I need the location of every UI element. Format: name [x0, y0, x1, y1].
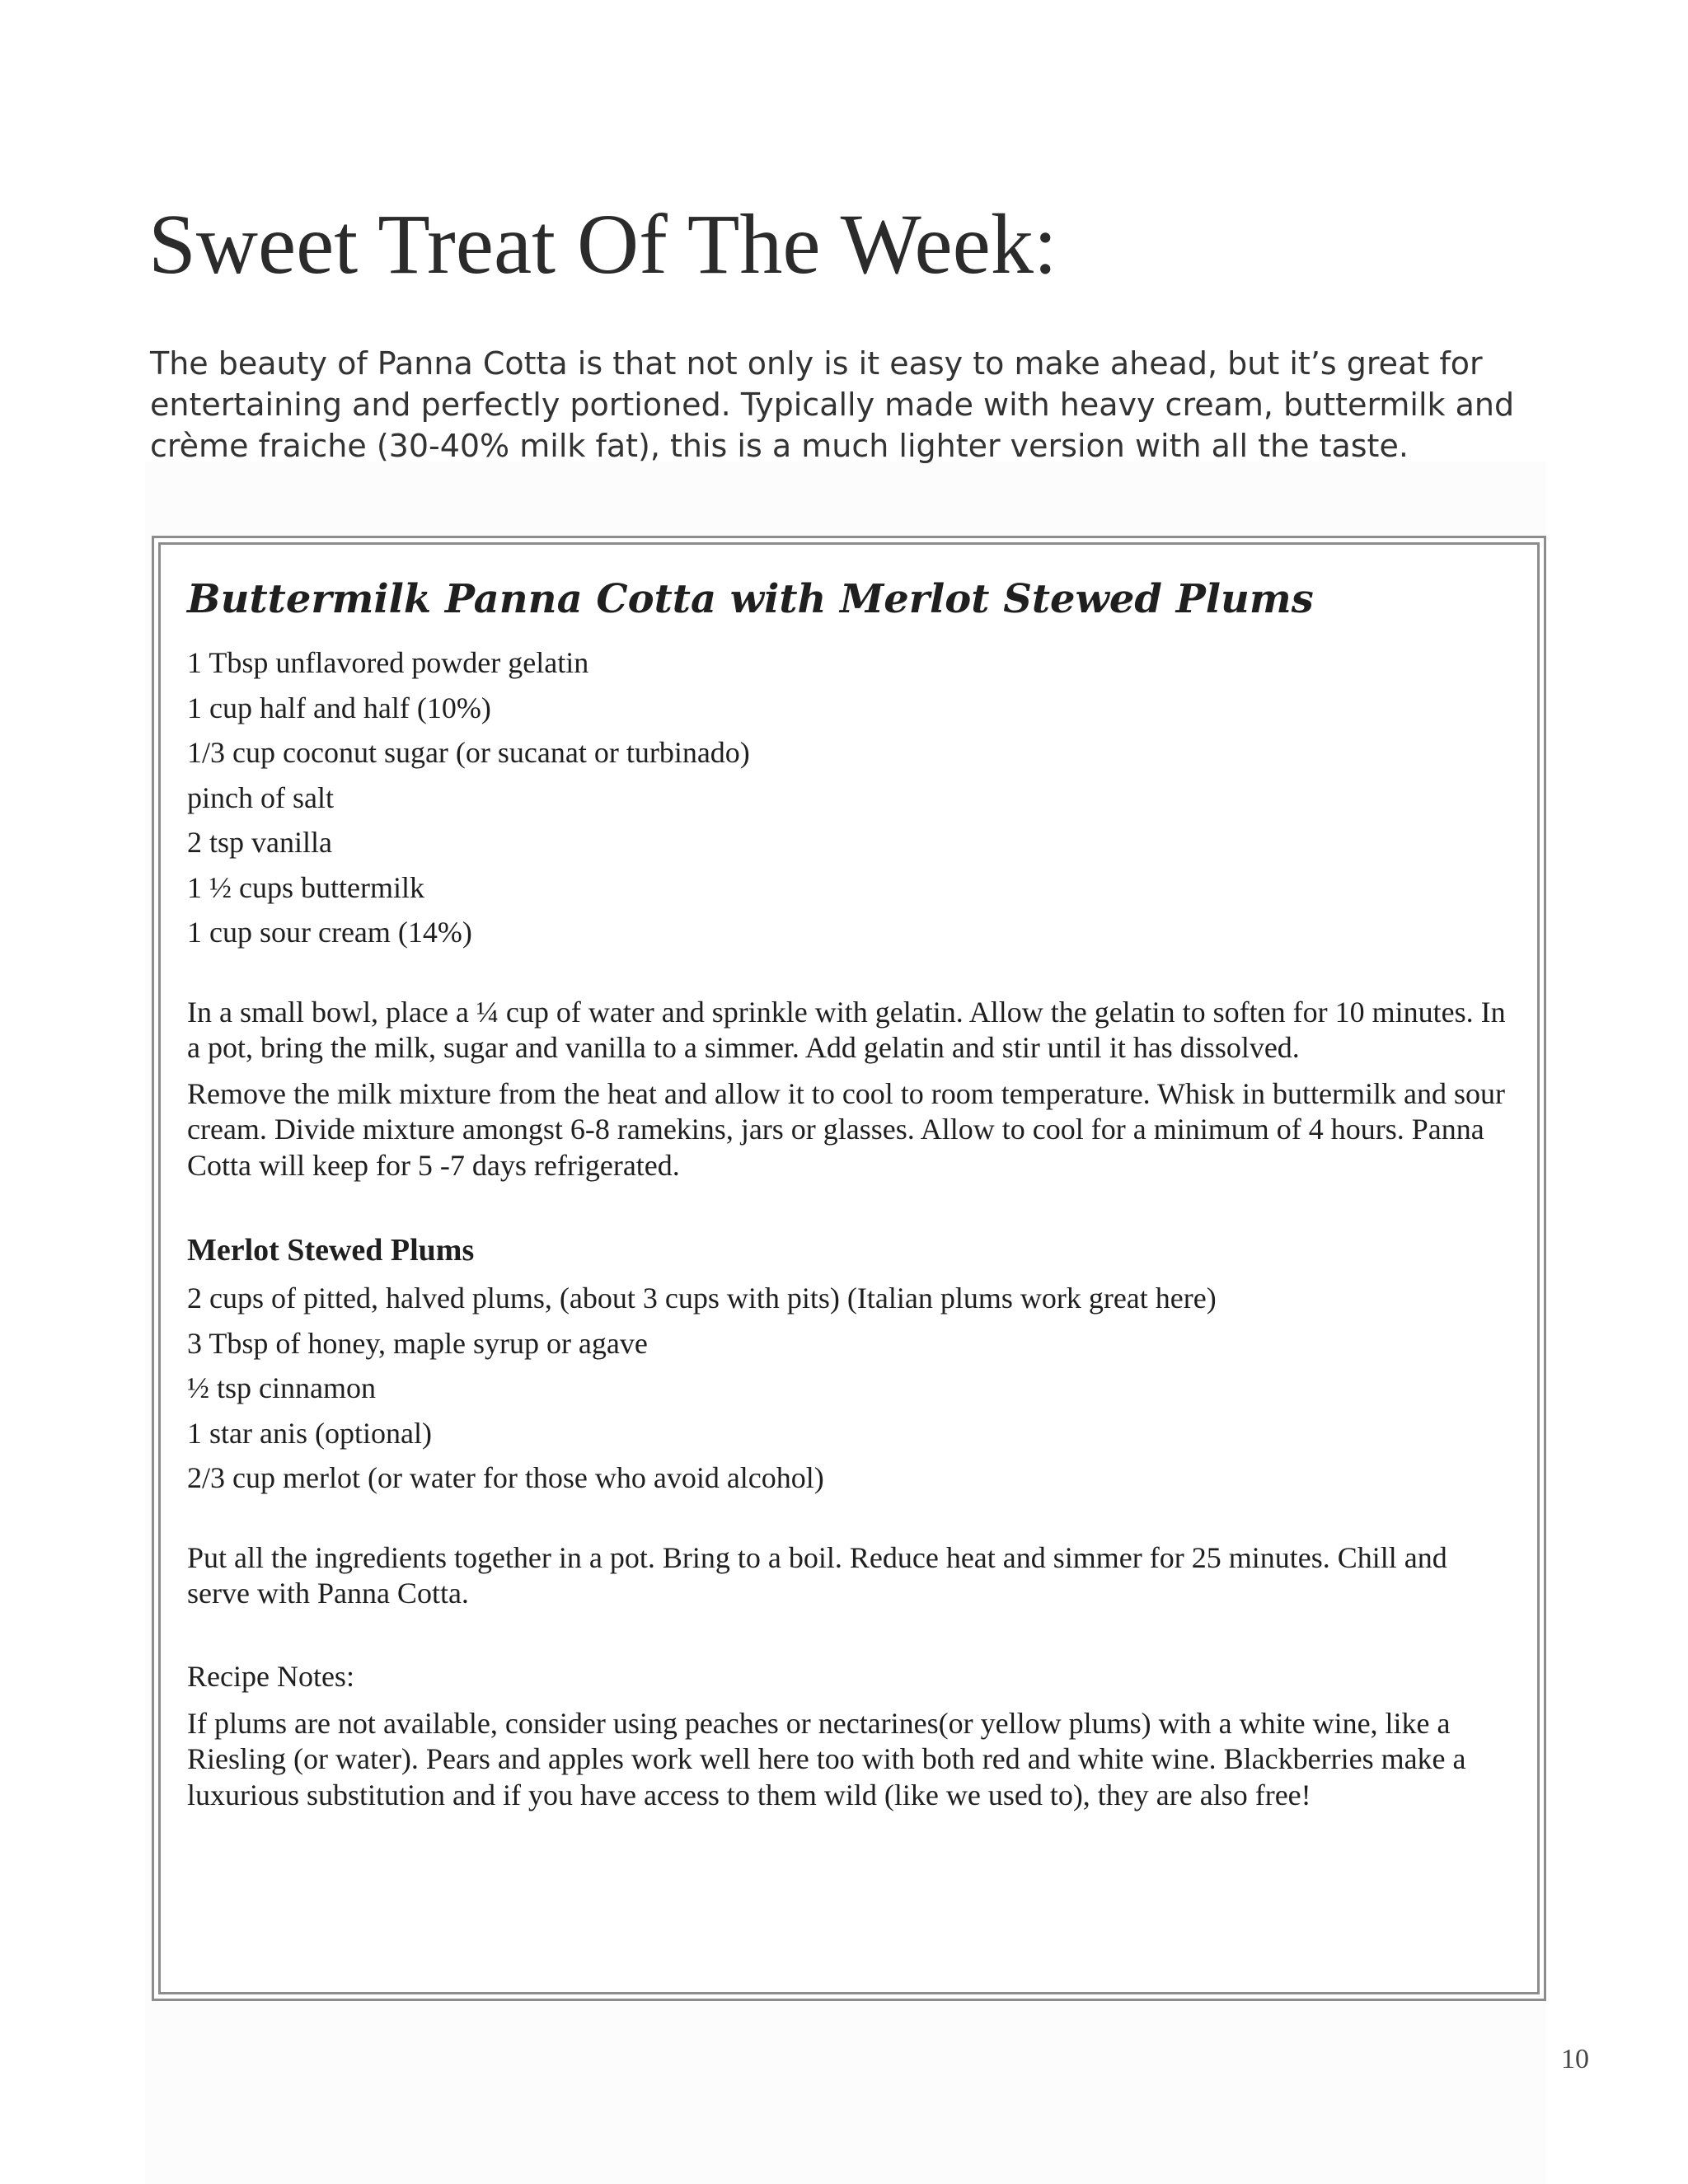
recipe-notes-label: Recipe Notes: — [187, 1659, 354, 1693]
ingredient-item: 1/3 cup coconut sugar (or sucanat or turbinado) — [187, 736, 750, 769]
plums-heading: Merlot Stewed Plums — [187, 1233, 475, 1268]
ingredient-item: ½ tsp cinnamon — [187, 1371, 376, 1404]
ingredient-item: 1 cup sour cream (14%) — [187, 916, 472, 949]
ingredient-item: 2 tsp vanilla — [187, 826, 332, 859]
recipe-box-inner — [158, 542, 1540, 1994]
page-title: Sweet Treat Of The Week: — [148, 197, 1057, 292]
panna-cotta-step-1: In a small bowl, place a ¼ cup of water and sprinkle with gelatin. Allow the gelatin to soften for 10 minutes. In a pot, bring the milk, sugar and vanilla to a simmer. Add gelatin and stir until it has dissolved. — [187, 995, 1506, 1064]
intro-paragraph: The beauty of Panna Cotta is that not only is it easy to make ahead, but it’s great for entertaining and perfectly portioned. Typically made with heavy cream, buttermilk and crème fraiche (30-40% milk fat), this is a much lighter version with all the taste. — [150, 345, 1515, 464]
recipe-box — [152, 536, 1546, 2001]
ingredient-item: 1 star anis (optional) — [187, 1416, 432, 1450]
panna-cotta-step-2: Remove the milk mixture from the heat and allow it to cool to room temperature. Whisk in buttermilk and sour cream. Divide mixture amongst 6-8 ramekins, jars or glasses. Allow to cool for a minimum of 4 hours. Panna Cotta will keep for 5 -7 days refrigerated. — [187, 1076, 1505, 1182]
recipe-title: Buttermilk Panna Cotta with Merlot Stewed Plums — [187, 576, 1314, 622]
recipe-notes: If plums are not available, consider using peaches or nectarines(or yellow plums) with a white wine, like a Riesling (or water). Pears and apples work well here too with both red and white wine. Blackberries make a luxurious substitution and if you have access to them wild (like we used to), they are also free! — [187, 1706, 1466, 1811]
ingredient-item: pinch of salt — [187, 780, 334, 814]
ingredient-item: 3 Tbsp of honey, maple syrup or agave — [187, 1326, 648, 1360]
plums-step: Put all the ingredients together in a pot. Bring to a boil. Reduce heat and simmer for 25 minutes. Chill and serve with Panna Cotta. — [187, 1540, 1447, 1610]
page-number: 10 — [1561, 2044, 1589, 2074]
ingredient-item: 2 cups of pitted, halved plums, (about 3 cups with pits) (Italian plums work great here) — [187, 1282, 1217, 1315]
ingredient-item: 1 cup half and half (10%) — [187, 691, 491, 724]
ingredient-item: 2/3 cup merlot (or water for those who avoid alcohol) — [187, 1461, 824, 1494]
ingredient-item: 1 Tbsp unflavored powder gelatin — [187, 646, 589, 679]
panna-cotta-ingredient-list — [187, 640, 1537, 955]
plums-ingredient-list — [187, 1276, 1537, 1501]
ingredient-item: 1 ½ cups buttermilk — [187, 870, 424, 904]
